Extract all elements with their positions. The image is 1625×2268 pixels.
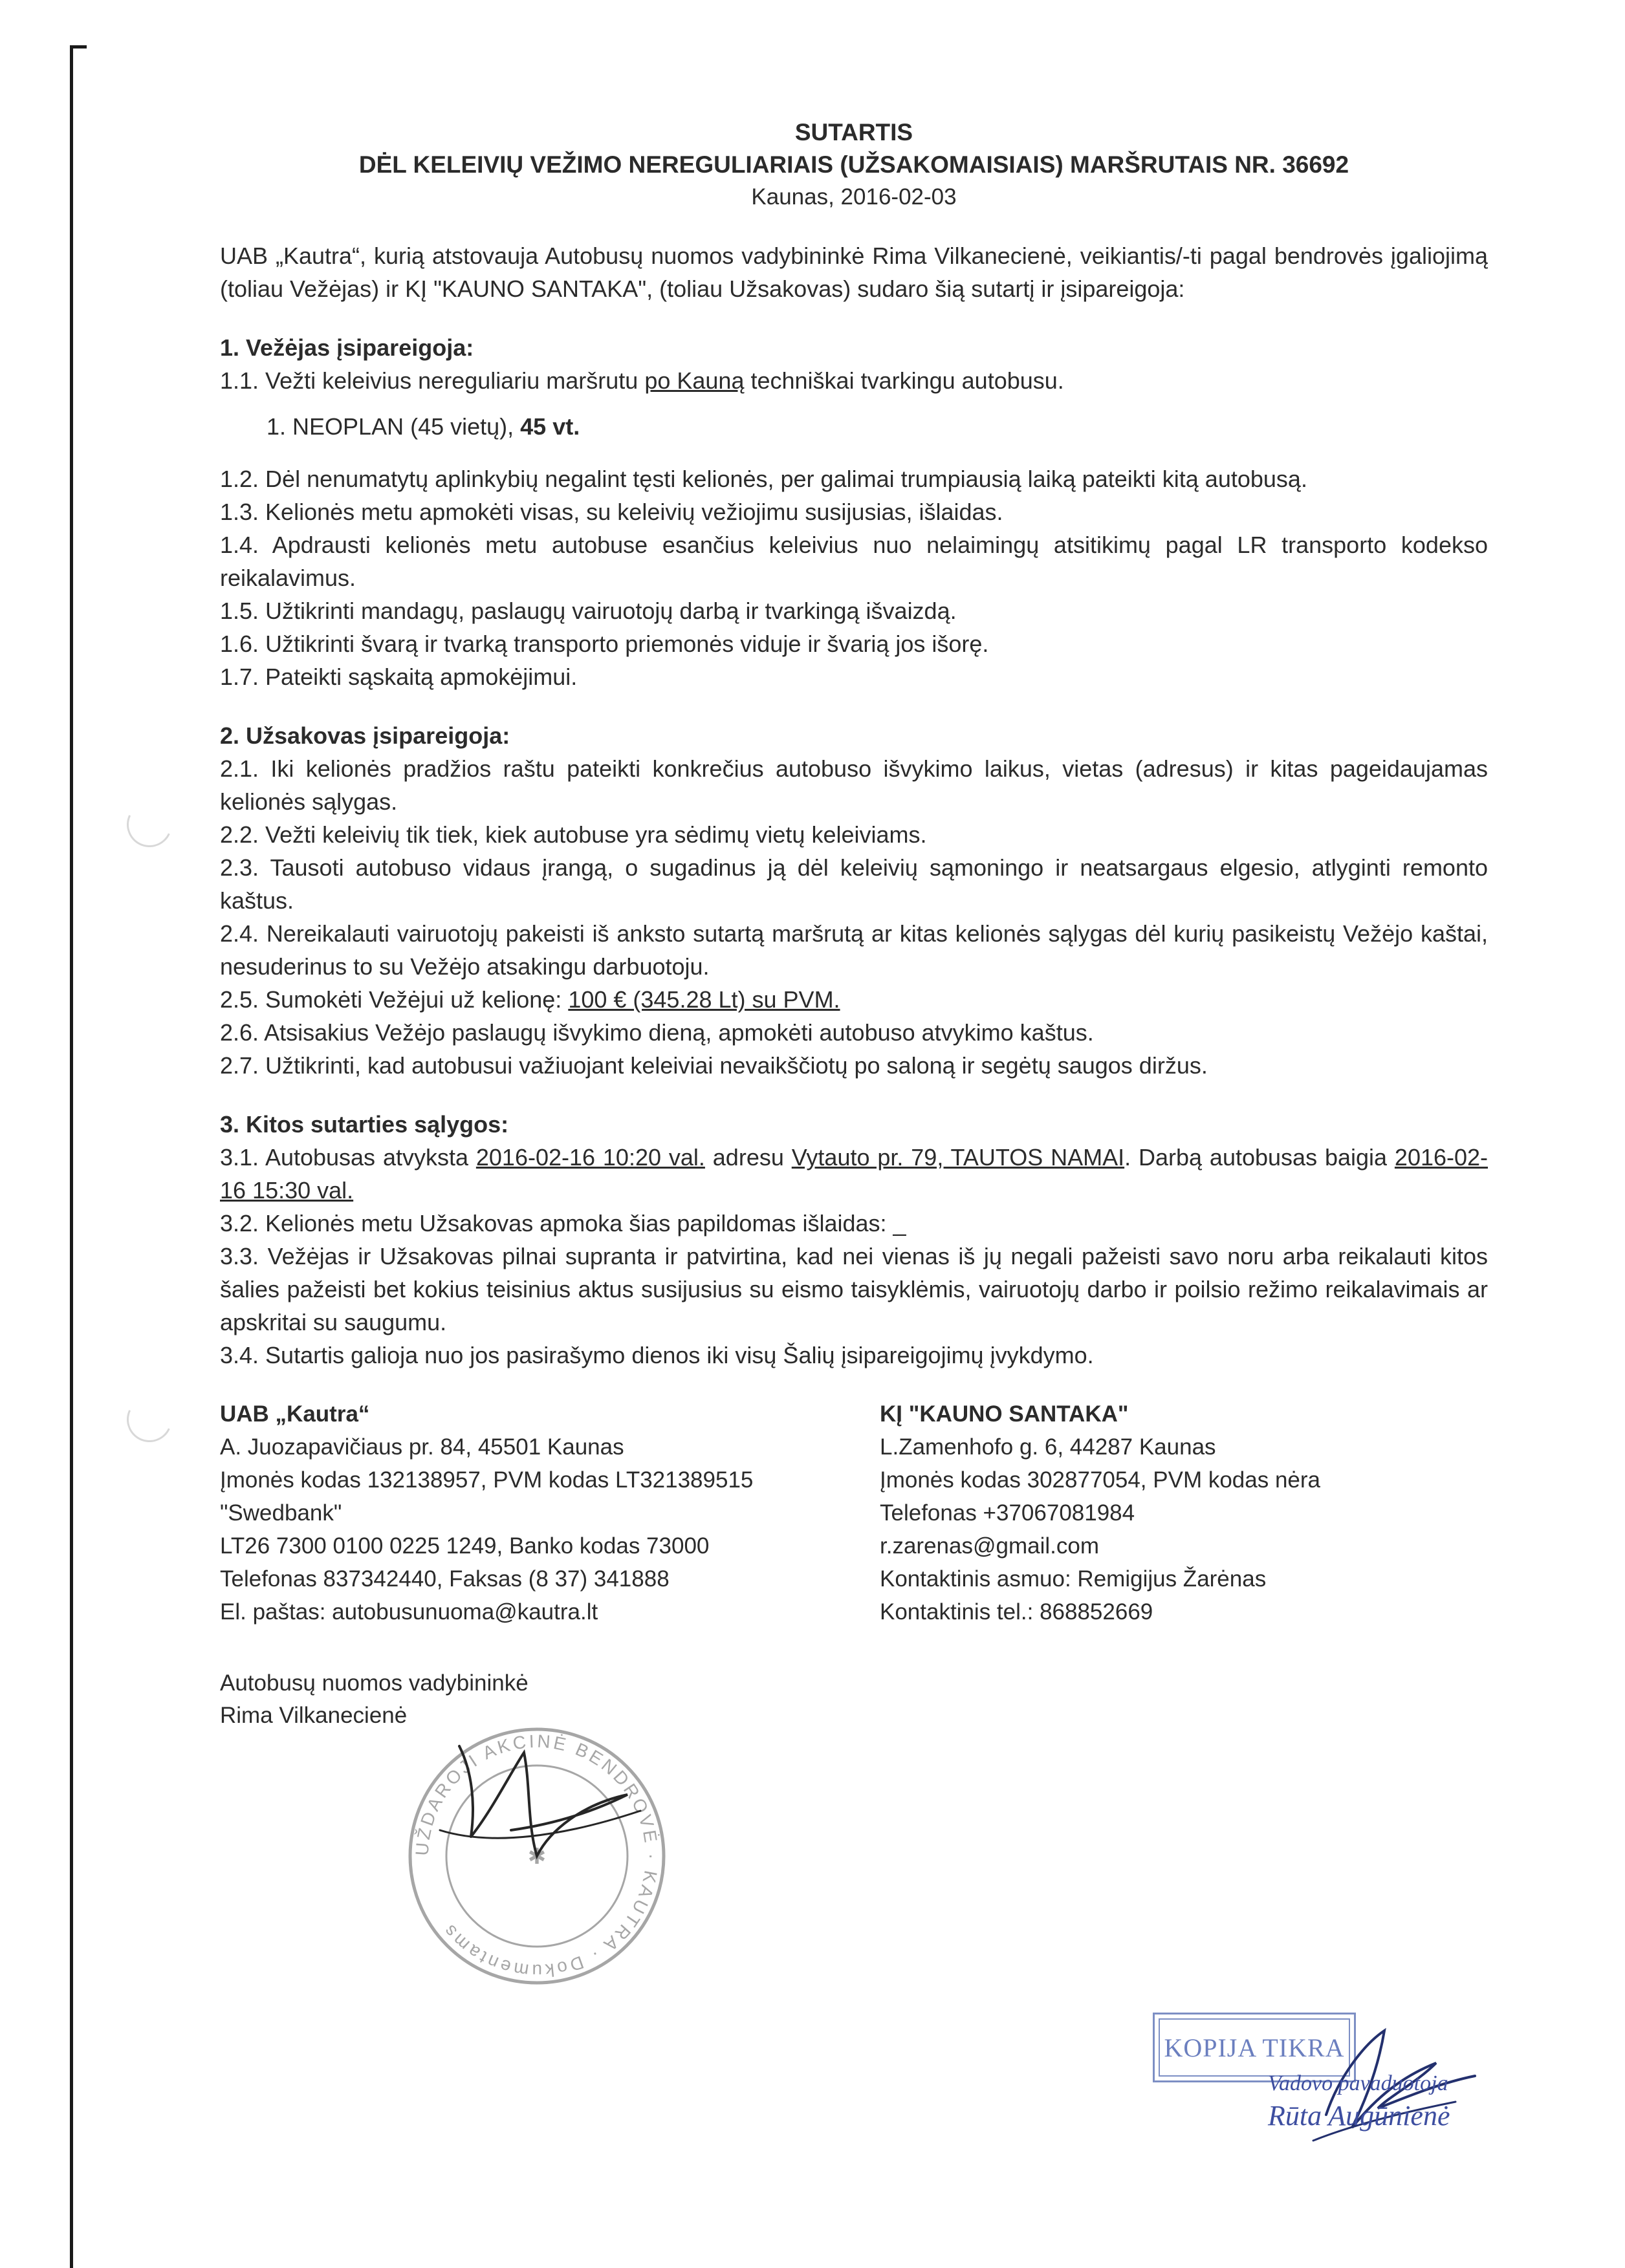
- section-other-terms: [220, 1108, 1488, 1372]
- bus-model: 1. NEOPLAN (45 vietų),: [267, 413, 521, 440]
- clause-2-4: 2.4. Nereikalauti vairuotojų pakeisti iš anksto sutartą maršrutą ar kitas kelionės sąlygas dėl kurių pasikeistų Vežėjo kaštai, nesuderinus to su Vežėjo atsakingu darbuotoju.: [220, 920, 1488, 980]
- clause-text: 3.1. Autobusas atvyksta: [220, 1144, 476, 1171]
- signer-role: Autobusų nuomos vadybininkė: [220, 1670, 529, 1696]
- parties-block: [220, 1398, 1488, 1628]
- certifier-name: Rūta Augūnienė: [1268, 2100, 1450, 2132]
- client-address: L.Zamenhofo g. 6, 44287 Kaunas: [880, 1434, 1216, 1460]
- end-time: 2016-02-16 15:30 val.: [220, 1144, 1489, 1204]
- clause-2-7: 2.7. Užtikrinti, kad autobusui važiuojant keleiviai nevaikščiotų po saloną ir segėtų saugos diržus.: [220, 1052, 1208, 1079]
- document-title: SUTARTIS: [794, 119, 913, 146]
- intro-paragraph: UAB „Kautra“, kurią atstovauja Autobusų nuomos vadybininkė Rima Vilkanecienė, veikiantis/-ti pagal bendrovės įgaliojimą (toliau Vežėjas) ir KĮ "KAUNO SANTAKA", (toliau Užsakovas) sudaro šią sutartį ir įsipareigoja:: [220, 243, 1488, 302]
- bus-line: [220, 410, 1488, 443]
- carrier-signature: [414, 1733, 660, 1875]
- client-contact-phone: Kontaktinis tel.: 868852669: [880, 1599, 1153, 1625]
- signer-name: Rima Vilkanecienė: [220, 1703, 408, 1728]
- carrier-codes: Įmonės kodas 132138957, PVM kodas LT321389515: [220, 1467, 754, 1493]
- clause-1-2: 1.2. Dėl nenumatytų aplinkybių negalint tęsti kelionės, per galimai trumpiausią laiką pateikti kitą autobusą.: [220, 466, 1307, 492]
- document-subtitle: DĖL KELEIVIŲ VEŽIMO NEREGULIARIAIS (UŽSAKOMAISIAIS) MARŠRUTAIS NR. 36692: [358, 151, 1349, 178]
- clause-2-5: [220, 983, 1488, 1016]
- certifier-block: [1268, 2069, 1540, 2134]
- clause-1-7: 1.7. Pateikti sąskaitą apmokėjimui.: [220, 664, 578, 690]
- client-details: [880, 1398, 1488, 1628]
- clause-1-3: 1.3. Kelionės metu apmokėti visas, su keleivių vežiojimu susijusias, išlaidas.: [220, 499, 1003, 525]
- clause-text: 2.5. Sumokėti Vežėjui už kelionę:: [220, 986, 569, 1013]
- clause-2-6: 2.6. Atsisakius Vežėjo paslaugų išvykimo dieną, apmokėti autobuso atvykimo kaštus.: [220, 1019, 1094, 1046]
- arrival-time: 2016-02-16 10:20 val.: [475, 1144, 705, 1171]
- carrier-name: UAB „Kautra“: [220, 1401, 370, 1427]
- scan-edge-line: [70, 45, 73, 2268]
- carrier-account: LT26 7300 0100 0225 1249, Banko kodas 73000: [220, 1533, 710, 1559]
- place-date: Kaunas, 2016-02-03: [751, 184, 957, 210]
- route-value: po Kauną: [644, 367, 745, 394]
- pickup-address: Vytauto pr. 79, TAUTOS NAMAI: [791, 1144, 1125, 1171]
- section-carrier-obligations: [220, 331, 1488, 693]
- clause-text: adresu: [704, 1144, 792, 1171]
- carrier-address: A. Juozapavičiaus pr. 84, 45501 Kaunas: [220, 1434, 624, 1460]
- punch-hole: [120, 795, 179, 854]
- section-heading: 2. Užsakovas įsipareigoja:: [220, 722, 510, 749]
- client-contact: Kontaktinis asmuo: Remigijus Žarėnas: [880, 1566, 1267, 1592]
- clause-1-5: 1.5. Užtikrinti mandagų, paslaugų vairuotojų darbą ir tvarkingą išvaizdą.: [220, 598, 957, 624]
- price-value: 100 € (345.28 Lt) su PVM.: [568, 986, 840, 1013]
- client-name: KĮ "KAUNO SANTAKA": [880, 1401, 1129, 1427]
- clause-3-4: 3.4. Sutartis galioja nuo jos pasirašymo dienos iki visų Šalių įsipareigojimų įvykdymo.: [220, 1342, 1094, 1368]
- clause-1-6: 1.6. Užtikrinti švarą ir tvarką transporto priemonės viduje ir švarią jos išorę.: [220, 631, 989, 657]
- clause-2-2: 2.2. Vežti keleivių tik tiek, kiek autobuse yra sėdimų vietų keleiviams.: [220, 821, 927, 848]
- client-email: r.zarenas@gmail.com: [880, 1533, 1099, 1559]
- stamp-text: UŽDAROJI AKCINĖ BENDROVĖ · KAUTRA · Dokumentams: [411, 1731, 662, 1982]
- contract-body: [220, 116, 1488, 1732]
- clause-1-1: [220, 364, 1488, 397]
- punch-hole: [120, 1390, 179, 1449]
- scan-edge-corner: [70, 45, 87, 49]
- client-phone: Telefonas +37067081984: [880, 1500, 1135, 1526]
- section-heading: 1. Vežėjas įsipareigoja:: [220, 334, 474, 361]
- clause-3-2: 3.2. Kelionės metu Užsakovas apmoka šias papildomas išlaidas: _: [220, 1210, 906, 1237]
- clause-2-1: 2.1. Iki kelionės pradžios raštu pateikti konkrečius autobuso išvykimo laikus, vietas (adresus) ir kitas pageidaujamas kelionės sąlygas.: [220, 755, 1488, 815]
- carrier-phone: Telefonas 837342440, Faksas (8 37) 341888: [220, 1566, 670, 1592]
- bus-seats: 45 vt.: [520, 413, 580, 440]
- section-client-obligations: [220, 719, 1488, 1082]
- clause-2-3: 2.3. Tausoti autobuso vidaus įrangą, o sugadinus ją dėl keleivių sąmoningo ir neatsargaus elgesio, atlyginti remonto kaštus.: [220, 854, 1488, 914]
- certified-copy-label: KOPIJA TIKRA: [1159, 2018, 1350, 2077]
- clause-text: techniškai tvarkingu autobusu.: [744, 367, 1064, 394]
- clause-text: 1.1. Vežti keleivius nereguliariu maršrutu: [220, 367, 645, 394]
- carrier-details: [220, 1398, 841, 1628]
- clause-1-4: 1.4. Apdrausti kelionės metu autobuse esančius keleivius nuo nelaimingų atsitikimų pagal LR transporto kodekso reikalavimus.: [220, 532, 1488, 591]
- clause-text: . Darbą autobusas baigia: [1124, 1144, 1395, 1171]
- clause-3-1: [220, 1141, 1488, 1207]
- clause-3-3: 3.3. Vežėjas ir Užsakovas pilnai supranta ir patvirtina, kad nei vienas iš jų negali pažeisti savo noru arba reikalauti kitos šalies pažeisti bet kokius teisinius aktus susijusius su eismo taisyklėmis, vairuotojų darbo ir poilsio režimo reikalavimais ar apskritai su saugumu.: [220, 1243, 1488, 1335]
- carrier-bank: "Swedbank": [220, 1500, 342, 1526]
- section-heading: 3. Kitos sutarties sąlygos:: [220, 1111, 509, 1138]
- carrier-email: El. paštas: autobusunuoma@kautra.lt: [220, 1599, 598, 1625]
- certifier-role: Vadovo pavaduotoja: [1268, 2071, 1448, 2095]
- client-codes: Įmonės kodas 302877054, PVM kodas nėra: [880, 1467, 1320, 1493]
- stamp-center-star: ✱: [527, 1844, 547, 1869]
